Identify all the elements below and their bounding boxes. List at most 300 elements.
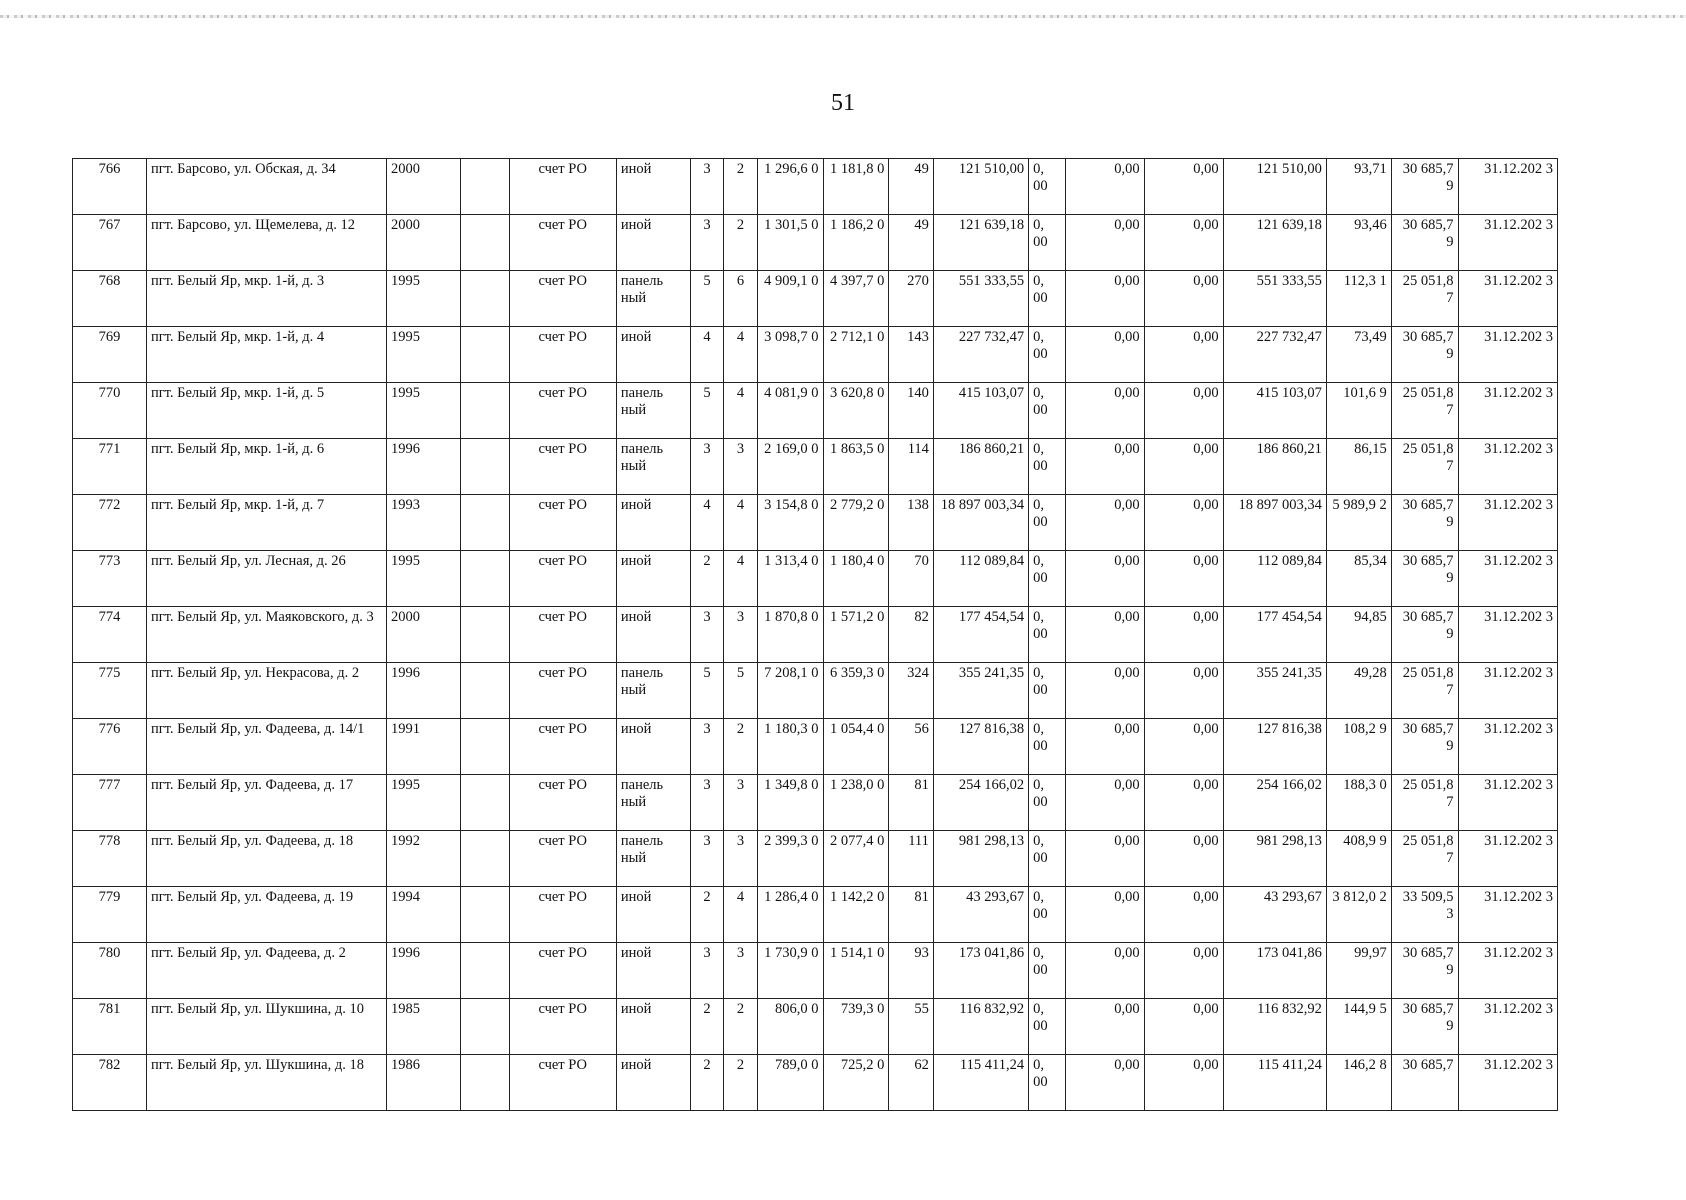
cell-wall-material: иной: [616, 495, 690, 551]
cell-funding-method: счет РО: [509, 159, 616, 215]
cell-empty-cell: [460, 663, 509, 719]
cell-cost-a: 0, 00: [1029, 439, 1065, 495]
cell-address: пгт. Белый Яр, ул. Фадеева, д. 19: [146, 887, 386, 943]
cell-empty-cell: [460, 327, 509, 383]
cell-year-built: 1995: [387, 383, 461, 439]
cell-residents: 138: [889, 495, 934, 551]
cell-cost-b: 0,00: [1065, 383, 1144, 439]
cell-address: пгт. Белый Яр, мкр. 1-й, д. 4: [146, 327, 386, 383]
cell-cost-b: 0,00: [1065, 943, 1144, 999]
table-row: [73, 887, 1558, 943]
cell-deadline: 31.12.202 3: [1458, 887, 1557, 943]
cell-row-number: 769: [73, 327, 147, 383]
cell-residents: 70: [889, 551, 934, 607]
cell-cost-c: 0,00: [1144, 215, 1223, 271]
cell-wall-material: панель ный: [616, 831, 690, 887]
cell-cost-b: 0,00: [1065, 1055, 1144, 1111]
cell-year-built: 1993: [387, 495, 461, 551]
cell-entrances: 2: [724, 159, 757, 215]
cell-cost-a: 0, 00: [1029, 719, 1065, 775]
cell-entrances: 3: [724, 439, 757, 495]
cell-floors: 2: [690, 1055, 723, 1111]
cell-residents: 81: [889, 887, 934, 943]
cell-cost-c: 0,00: [1144, 271, 1223, 327]
cell-total-area: 3 154,8 0: [757, 495, 823, 551]
cell-cost-per-m2: 49,28: [1326, 663, 1391, 719]
scan-edge: [0, 15, 1686, 18]
cell-cost-c: 0,00: [1144, 943, 1223, 999]
cell-limit-per-m2: 30 685,7: [1391, 1055, 1458, 1111]
cell-cost-per-m2: 188,3 0: [1326, 775, 1391, 831]
cell-deadline: 31.12.202 3: [1458, 831, 1557, 887]
cell-entrances: 4: [724, 383, 757, 439]
cell-cost-a: 0, 00: [1029, 215, 1065, 271]
cell-address: пгт. Белый Яр, ул. Маяковского, д. 3: [146, 607, 386, 663]
cell-cost-b: 0,00: [1065, 327, 1144, 383]
cell-funding-method: счет РО: [509, 439, 616, 495]
cell-deadline: 31.12.202 3: [1458, 943, 1557, 999]
cell-address: пгт. Барсово, ул. Щемелева, д. 12: [146, 215, 386, 271]
cell-cost-per-m2: 86,15: [1326, 439, 1391, 495]
table-row: [73, 495, 1558, 551]
cell-total-cost: 981 298,13: [933, 831, 1028, 887]
cell-floors: 3: [690, 775, 723, 831]
cell-total-cost: 112 089,84: [933, 551, 1028, 607]
cell-year-built: 1992: [387, 831, 461, 887]
cell-year-built: 2000: [387, 215, 461, 271]
cell-funding-method: счет РО: [509, 383, 616, 439]
cell-cost-d: 173 041,86: [1223, 943, 1326, 999]
cell-total-area: 1 349,8 0: [757, 775, 823, 831]
cell-floors: 2: [690, 551, 723, 607]
cell-floors: 3: [690, 215, 723, 271]
cell-limit-per-m2: 30 685,7 9: [1391, 327, 1458, 383]
cell-cost-a: 0, 00: [1029, 663, 1065, 719]
cell-entrances: 4: [724, 887, 757, 943]
cell-empty-cell: [460, 383, 509, 439]
cell-cost-a: 0, 00: [1029, 607, 1065, 663]
cell-cost-d: 551 333,55: [1223, 271, 1326, 327]
cell-residents: 111: [889, 831, 934, 887]
cell-address: пгт. Белый Яр, ул. Фадеева, д. 2: [146, 943, 386, 999]
cell-wall-material: панель ный: [616, 775, 690, 831]
cell-residents: 82: [889, 607, 934, 663]
cell-empty-cell: [460, 943, 509, 999]
cell-cost-d: 254 166,02: [1223, 775, 1326, 831]
cell-cost-c: 0,00: [1144, 999, 1223, 1055]
cell-cost-c: 0,00: [1144, 775, 1223, 831]
cell-funding-method: счет РО: [509, 271, 616, 327]
cell-residents: 62: [889, 1055, 934, 1111]
table-row: [73, 663, 1558, 719]
cell-cost-d: 121 639,18: [1223, 215, 1326, 271]
cell-cost-per-m2: 99,97: [1326, 943, 1391, 999]
cell-cost-per-m2: 93,46: [1326, 215, 1391, 271]
cell-address: пгт. Белый Яр, ул. Фадеева, д. 18: [146, 831, 386, 887]
cell-floors: 2: [690, 887, 723, 943]
cell-living-area: 2 077,4 0: [823, 831, 889, 887]
cell-funding-method: счет РО: [509, 607, 616, 663]
cell-cost-d: 177 454,54: [1223, 607, 1326, 663]
cell-limit-per-m2: 25 051,8 7: [1391, 663, 1458, 719]
cell-cost-d: 43 293,67: [1223, 887, 1326, 943]
cell-living-area: 1 186,2 0: [823, 215, 889, 271]
cell-year-built: 1996: [387, 439, 461, 495]
cell-floors: 3: [690, 831, 723, 887]
cell-year-built: 1985: [387, 999, 461, 1055]
cell-cost-c: 0,00: [1144, 663, 1223, 719]
cell-limit-per-m2: 30 685,7 9: [1391, 551, 1458, 607]
cell-deadline: 31.12.202 3: [1458, 775, 1557, 831]
cell-total-cost: 415 103,07: [933, 383, 1028, 439]
cell-living-area: 725,2 0: [823, 1055, 889, 1111]
cell-year-built: 1995: [387, 271, 461, 327]
cell-residents: 143: [889, 327, 934, 383]
cell-cost-b: 0,00: [1065, 887, 1144, 943]
cell-floors: 5: [690, 271, 723, 327]
cell-residents: 55: [889, 999, 934, 1055]
cell-row-number: 771: [73, 439, 147, 495]
cell-cost-d: 115 411,24: [1223, 1055, 1326, 1111]
cell-residents: 81: [889, 775, 934, 831]
cell-total-cost: 551 333,55: [933, 271, 1028, 327]
cell-entrances: 4: [724, 327, 757, 383]
cell-funding-method: счет РО: [509, 719, 616, 775]
cell-cost-a: 0, 00: [1029, 271, 1065, 327]
cell-cost-b: 0,00: [1065, 831, 1144, 887]
cell-living-area: 3 620,8 0: [823, 383, 889, 439]
cell-funding-method: счет РО: [509, 1055, 616, 1111]
cell-address: пгт. Белый Яр, ул. Некрасова, д. 2: [146, 663, 386, 719]
table-row: [73, 607, 1558, 663]
cell-wall-material: панель ный: [616, 383, 690, 439]
cell-floors: 4: [690, 327, 723, 383]
cell-funding-method: счет РО: [509, 775, 616, 831]
table-row: [73, 1055, 1558, 1111]
cell-wall-material: иной: [616, 607, 690, 663]
cell-total-area: 1 180,3 0: [757, 719, 823, 775]
cell-total-cost: 116 832,92: [933, 999, 1028, 1055]
cell-wall-material: иной: [616, 943, 690, 999]
cell-entrances: 5: [724, 663, 757, 719]
cell-year-built: 1996: [387, 663, 461, 719]
cell-total-cost: 43 293,67: [933, 887, 1028, 943]
cell-year-built: 1995: [387, 551, 461, 607]
cell-funding-method: счет РО: [509, 551, 616, 607]
cell-residents: 56: [889, 719, 934, 775]
cell-entrances: 2: [724, 215, 757, 271]
cell-total-area: 4 081,9 0: [757, 383, 823, 439]
cell-cost-b: 0,00: [1065, 495, 1144, 551]
cell-wall-material: иной: [616, 159, 690, 215]
cell-cost-b: 0,00: [1065, 719, 1144, 775]
cell-cost-d: 981 298,13: [1223, 831, 1326, 887]
cell-total-area: 2 169,0 0: [757, 439, 823, 495]
cell-cost-a: 0, 00: [1029, 943, 1065, 999]
cell-empty-cell: [460, 159, 509, 215]
table-body: [73, 159, 1558, 1111]
cell-cost-per-m2: 146,2 8: [1326, 1055, 1391, 1111]
cell-address: пгт. Белый Яр, ул. Шукшина, д. 10: [146, 999, 386, 1055]
cell-row-number: 776: [73, 719, 147, 775]
cell-floors: 3: [690, 943, 723, 999]
cell-empty-cell: [460, 439, 509, 495]
cell-cost-d: 127 816,38: [1223, 719, 1326, 775]
cell-deadline: 31.12.202 3: [1458, 439, 1557, 495]
cell-limit-per-m2: 30 685,7 9: [1391, 495, 1458, 551]
cell-residents: 49: [889, 159, 934, 215]
cell-floors: 3: [690, 607, 723, 663]
cell-living-area: 1 142,2 0: [823, 887, 889, 943]
cell-total-cost: 227 732,47: [933, 327, 1028, 383]
cell-cost-a: 0, 00: [1029, 495, 1065, 551]
cell-total-area: 2 399,3 0: [757, 831, 823, 887]
cell-living-area: 2 779,2 0: [823, 495, 889, 551]
cell-deadline: 31.12.202 3: [1458, 383, 1557, 439]
table-row: [73, 719, 1558, 775]
cell-total-area: 1 870,8 0: [757, 607, 823, 663]
cell-cost-b: 0,00: [1065, 439, 1144, 495]
cell-row-number: 775: [73, 663, 147, 719]
cell-row-number: 779: [73, 887, 147, 943]
cell-total-cost: 127 816,38: [933, 719, 1028, 775]
cell-address: пгт. Белый Яр, мкр. 1-й, д. 3: [146, 271, 386, 327]
cell-living-area: 1 863,5 0: [823, 439, 889, 495]
cell-limit-per-m2: 25 051,8 7: [1391, 271, 1458, 327]
cell-floors: 3: [690, 719, 723, 775]
cell-funding-method: счет РО: [509, 215, 616, 271]
cell-cost-a: 0, 00: [1029, 1055, 1065, 1111]
cell-entrances: 3: [724, 775, 757, 831]
cell-cost-b: 0,00: [1065, 663, 1144, 719]
cell-cost-a: 0, 00: [1029, 327, 1065, 383]
cell-cost-per-m2: 5 989,9 2: [1326, 495, 1391, 551]
cell-cost-per-m2: 93,71: [1326, 159, 1391, 215]
cell-funding-method: счет РО: [509, 943, 616, 999]
cell-residents: 140: [889, 383, 934, 439]
cell-empty-cell: [460, 271, 509, 327]
cell-residents: 114: [889, 439, 934, 495]
cell-deadline: 31.12.202 3: [1458, 271, 1557, 327]
cell-limit-per-m2: 30 685,7 9: [1391, 159, 1458, 215]
table-row: [73, 327, 1558, 383]
cell-cost-c: 0,00: [1144, 887, 1223, 943]
cell-residents: 270: [889, 271, 934, 327]
cell-empty-cell: [460, 607, 509, 663]
cell-cost-c: 0,00: [1144, 495, 1223, 551]
cell-row-number: 777: [73, 775, 147, 831]
cell-empty-cell: [460, 1055, 509, 1111]
cell-total-area: 1 296,6 0: [757, 159, 823, 215]
cell-cost-c: 0,00: [1144, 159, 1223, 215]
cell-deadline: 31.12.202 3: [1458, 999, 1557, 1055]
cell-limit-per-m2: 30 685,7 9: [1391, 215, 1458, 271]
cell-floors: 3: [690, 439, 723, 495]
cell-cost-b: 0,00: [1065, 999, 1144, 1055]
cell-empty-cell: [460, 719, 509, 775]
cell-funding-method: счет РО: [509, 495, 616, 551]
cell-wall-material: иной: [616, 215, 690, 271]
cell-deadline: 31.12.202 3: [1458, 663, 1557, 719]
cell-wall-material: иной: [616, 719, 690, 775]
cell-living-area: 1 238,0 0: [823, 775, 889, 831]
cell-year-built: 1986: [387, 1055, 461, 1111]
cell-limit-per-m2: 25 051,8 7: [1391, 439, 1458, 495]
cell-cost-per-m2: 94,85: [1326, 607, 1391, 663]
cell-cost-c: 0,00: [1144, 383, 1223, 439]
cell-deadline: 31.12.202 3: [1458, 551, 1557, 607]
cell-cost-b: 0,00: [1065, 551, 1144, 607]
cell-cost-per-m2: 101,6 9: [1326, 383, 1391, 439]
cell-cost-c: 0,00: [1144, 831, 1223, 887]
cell-row-number: 781: [73, 999, 147, 1055]
cell-cost-d: 415 103,07: [1223, 383, 1326, 439]
cell-wall-material: иной: [616, 551, 690, 607]
cell-cost-c: 0,00: [1144, 607, 1223, 663]
cell-total-cost: 355 241,35: [933, 663, 1028, 719]
cell-limit-per-m2: 33 509,5 3: [1391, 887, 1458, 943]
cell-cost-b: 0,00: [1065, 607, 1144, 663]
cell-empty-cell: [460, 831, 509, 887]
cell-wall-material: панель ный: [616, 663, 690, 719]
cell-entrances: 2: [724, 999, 757, 1055]
cell-floors: 3: [690, 159, 723, 215]
cell-limit-per-m2: 30 685,7 9: [1391, 719, 1458, 775]
cell-empty-cell: [460, 775, 509, 831]
cell-year-built: 1994: [387, 887, 461, 943]
cell-living-area: 4 397,7 0: [823, 271, 889, 327]
cell-address: пгт. Белый Яр, мкр. 1-й, д. 7: [146, 495, 386, 551]
cell-address: пгт. Белый Яр, ул. Фадеева, д. 14/1: [146, 719, 386, 775]
cell-cost-a: 0, 00: [1029, 887, 1065, 943]
cell-cost-per-m2: 3 812,0 2: [1326, 887, 1391, 943]
cell-total-area: 7 208,1 0: [757, 663, 823, 719]
cell-total-cost: 173 041,86: [933, 943, 1028, 999]
cell-row-number: 770: [73, 383, 147, 439]
cell-cost-b: 0,00: [1065, 159, 1144, 215]
cell-limit-per-m2: 30 685,7 9: [1391, 607, 1458, 663]
cell-empty-cell: [460, 495, 509, 551]
cell-entrances: 2: [724, 719, 757, 775]
cell-address: пгт. Белый Яр, мкр. 1-й, д. 5: [146, 383, 386, 439]
cell-cost-d: 121 510,00: [1223, 159, 1326, 215]
cell-living-area: 1 514,1 0: [823, 943, 889, 999]
cell-cost-b: 0,00: [1065, 271, 1144, 327]
cell-empty-cell: [460, 887, 509, 943]
cell-residents: 324: [889, 663, 934, 719]
cell-deadline: 31.12.202 3: [1458, 719, 1557, 775]
cell-entrances: 6: [724, 271, 757, 327]
cell-cost-c: 0,00: [1144, 551, 1223, 607]
cell-funding-method: счет РО: [509, 999, 616, 1055]
cell-entrances: 4: [724, 495, 757, 551]
cell-entrances: 3: [724, 943, 757, 999]
cell-cost-b: 0,00: [1065, 775, 1144, 831]
cell-wall-material: иной: [616, 327, 690, 383]
table-row: [73, 439, 1558, 495]
cell-funding-method: счет РО: [509, 663, 616, 719]
cell-living-area: 1 571,2 0: [823, 607, 889, 663]
cell-total-area: 789,0 0: [757, 1055, 823, 1111]
cell-floors: 5: [690, 383, 723, 439]
cell-cost-per-m2: 112,3 1: [1326, 271, 1391, 327]
cell-wall-material: панель ный: [616, 439, 690, 495]
cell-deadline: 31.12.202 3: [1458, 327, 1557, 383]
cell-row-number: 767: [73, 215, 147, 271]
cell-cost-a: 0, 00: [1029, 775, 1065, 831]
cell-address: пгт. Белый Яр, ул. Шукшина, д. 18: [146, 1055, 386, 1111]
cell-cost-d: 355 241,35: [1223, 663, 1326, 719]
cell-residents: 93: [889, 943, 934, 999]
cell-cost-a: 0, 00: [1029, 551, 1065, 607]
cell-row-number: 772: [73, 495, 147, 551]
cell-cost-per-m2: 408,9 9: [1326, 831, 1391, 887]
cell-empty-cell: [460, 999, 509, 1055]
cell-deadline: 31.12.202 3: [1458, 159, 1557, 215]
cell-total-cost: 254 166,02: [933, 775, 1028, 831]
cell-limit-per-m2: 25 051,8 7: [1391, 383, 1458, 439]
cell-cost-c: 0,00: [1144, 439, 1223, 495]
table-row: [73, 159, 1558, 215]
cell-cost-c: 0,00: [1144, 327, 1223, 383]
cell-living-area: 1 180,4 0: [823, 551, 889, 607]
cell-total-area: 3 098,7 0: [757, 327, 823, 383]
cell-total-area: 806,0 0: [757, 999, 823, 1055]
table-row: [73, 831, 1558, 887]
cell-total-area: 4 909,1 0: [757, 271, 823, 327]
cell-cost-d: 186 860,21: [1223, 439, 1326, 495]
cell-deadline: 31.12.202 3: [1458, 607, 1557, 663]
cell-residents: 49: [889, 215, 934, 271]
cell-row-number: 782: [73, 1055, 147, 1111]
cell-funding-method: счет РО: [509, 887, 616, 943]
table-row: [73, 943, 1558, 999]
cell-floors: 4: [690, 495, 723, 551]
cell-cost-a: 0, 00: [1029, 159, 1065, 215]
cell-cost-d: 112 089,84: [1223, 551, 1326, 607]
cell-limit-per-m2: 30 685,7 9: [1391, 943, 1458, 999]
cell-total-area: 1 286,4 0: [757, 887, 823, 943]
cell-deadline: 31.12.202 3: [1458, 215, 1557, 271]
cell-year-built: 1991: [387, 719, 461, 775]
cell-cost-a: 0, 00: [1029, 383, 1065, 439]
cell-wall-material: иной: [616, 1055, 690, 1111]
cell-wall-material: панель ный: [616, 271, 690, 327]
cell-year-built: 1995: [387, 775, 461, 831]
cell-row-number: 766: [73, 159, 147, 215]
cell-address: пгт. Белый Яр, ул. Фадеева, д. 17: [146, 775, 386, 831]
table-row: [73, 271, 1558, 327]
cell-year-built: 2000: [387, 159, 461, 215]
cell-cost-b: 0,00: [1065, 215, 1144, 271]
table-row: [73, 383, 1558, 439]
cell-total-cost: 121 639,18: [933, 215, 1028, 271]
cell-total-area: 1 730,9 0: [757, 943, 823, 999]
cell-total-cost: 177 454,54: [933, 607, 1028, 663]
cell-year-built: 1996: [387, 943, 461, 999]
cell-living-area: 739,3 0: [823, 999, 889, 1055]
cell-cost-per-m2: 108,2 9: [1326, 719, 1391, 775]
cell-entrances: 3: [724, 607, 757, 663]
cell-cost-a: 0, 00: [1029, 831, 1065, 887]
cell-cost-a: 0, 00: [1029, 999, 1065, 1055]
cell-total-cost: 115 411,24: [933, 1055, 1028, 1111]
table-row: [73, 999, 1558, 1055]
cell-limit-per-m2: 25 051,8 7: [1391, 775, 1458, 831]
cell-floors: 5: [690, 663, 723, 719]
cell-row-number: 768: [73, 271, 147, 327]
cell-entrances: 2: [724, 1055, 757, 1111]
